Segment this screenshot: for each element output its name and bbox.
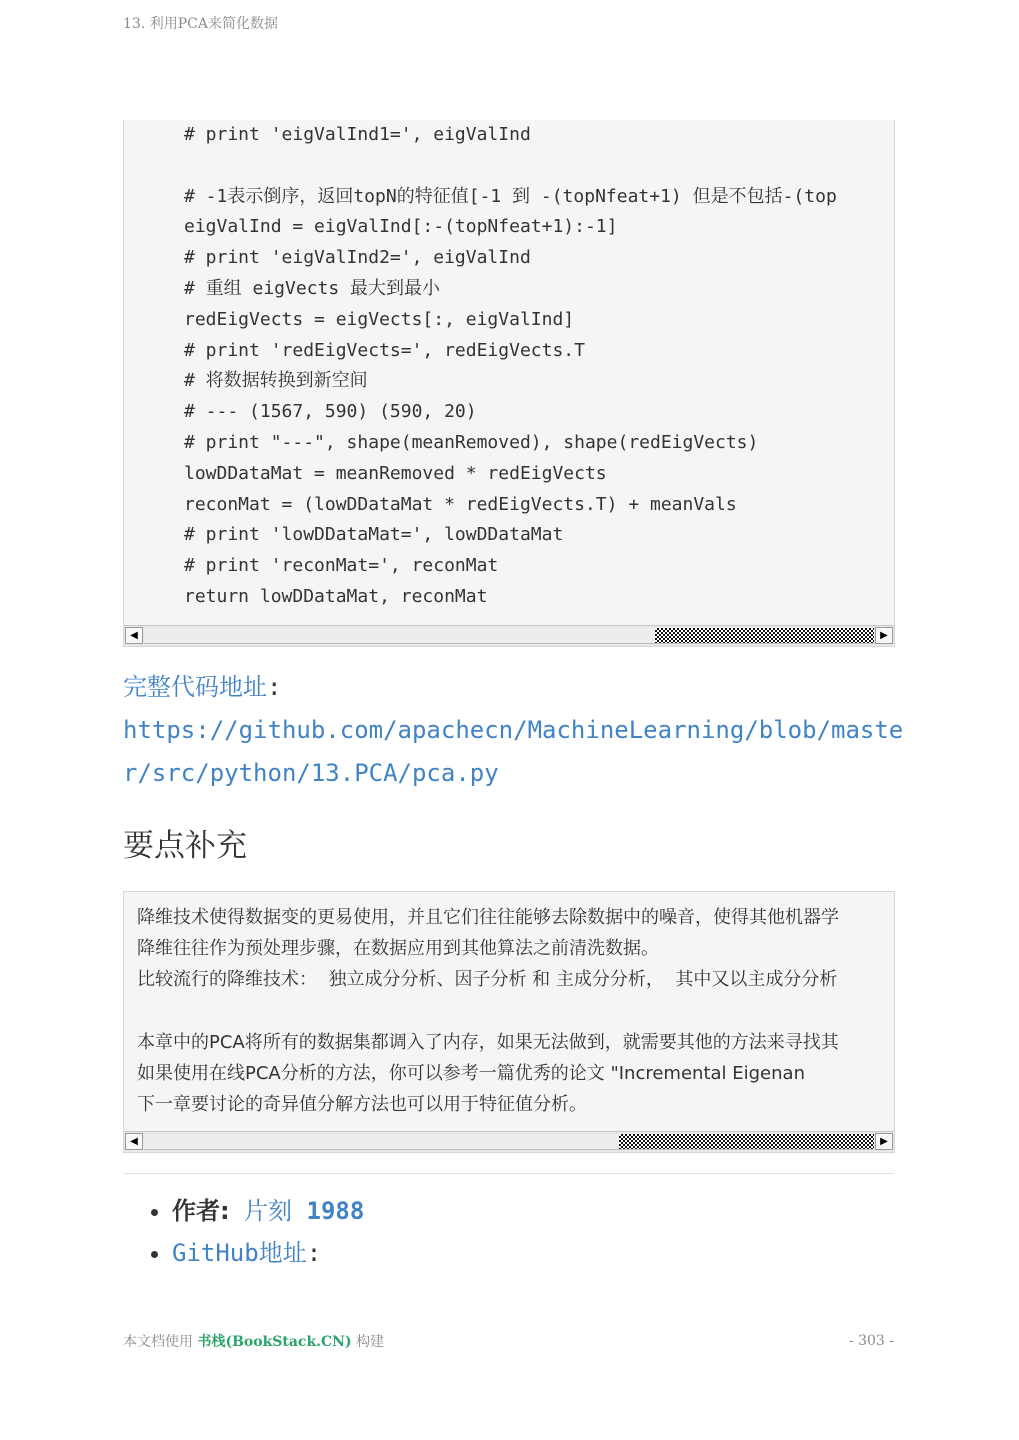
note-line: 如果使用在线PCA分析的方法，你可以参考一篇优秀的论文 "Incremental Eigenan (137, 1062, 805, 1084)
code-line: # -1表示倒序，返回topN的特征值[-1 到 -(topNfeat+1) 但是不包括-(top (184, 185, 837, 207)
code-line: # --- (1567, 590) (590, 20) (184, 401, 477, 423)
code-line: # print 'eigValInd2=', eigValInd (184, 247, 531, 269)
footer-brand-link[interactable]: 书栈(BookStack.CN) (197, 1334, 352, 1350)
author-label: 作者: (172, 1197, 230, 1225)
full-code-label-link[interactable]: 完整代码地址 (123, 673, 267, 701)
scroll-left-arrow-icon[interactable]: ◀ (125, 627, 143, 644)
scroll-right-arrow-icon[interactable]: ▶ (875, 627, 893, 644)
note-line: 降维往往作为预处理步骤，在数据应用到其他算法之前清洗数据。 (137, 938, 659, 960)
code-line: redEigVects = eigVects[:, eigValInd] (184, 308, 575, 330)
metadata-list (140, 1190, 364, 1274)
code-line (184, 151, 895, 182)
code-line: # 将数据转换到新空间 (184, 370, 368, 392)
footer-prefix: 本文档使用 (123, 1334, 193, 1350)
code-lines (184, 120, 895, 613)
notes-horizontal-scrollbar[interactable] (124, 1131, 894, 1152)
scrollbar-thumb[interactable] (619, 1134, 874, 1149)
full-code-colon: : (267, 673, 282, 701)
note-line: 下一章要讨论的奇异值分解方法也可以用于特征值分析。 (137, 1094, 587, 1116)
horizontal-divider (123, 1173, 894, 1174)
full-code-url-link[interactable]: https://github.com/apachecn/MachineLearning/blob/master/src/python/13.PCA/pca.py (123, 716, 904, 787)
full-code-address (123, 666, 913, 795)
github-colon: : (306, 1239, 322, 1267)
scroll-left-arrow-icon[interactable]: ◀ (125, 1133, 143, 1150)
code-horizontal-scrollbar[interactable] (124, 625, 894, 646)
author-item (172, 1190, 364, 1232)
code-line: # print 'reconMat=', reconMat (184, 555, 499, 577)
code-line: return lowDDataMat, reconMat (184, 585, 488, 607)
footer-credit (123, 1331, 384, 1351)
code-line: # print 'redEigVects=', redEigVects.T (184, 339, 585, 361)
author-year-link[interactable]: 1988 (306, 1197, 365, 1225)
running-header-title: 13. 利用PCA来简化数据 (123, 16, 278, 32)
scrollbar-track[interactable] (144, 1134, 874, 1150)
page-number: - 303 - (848, 1333, 894, 1349)
code-line: # print "---", shape(meanRemoved), shape(redEigVects) (184, 431, 759, 453)
code-line: # 重组 eigVects 最大到最小 (184, 277, 441, 299)
github-item (172, 1232, 364, 1274)
github-address-link[interactable]: GitHub地址 (172, 1239, 307, 1267)
notes-lines (137, 902, 895, 1120)
section-heading: 要点补充 (123, 828, 247, 864)
code-block[interactable] (123, 120, 895, 647)
code-line: reconMat = (lowDDataMat * redEigVects.T) + meanVals (184, 493, 737, 515)
scrollbar-thumb[interactable] (655, 628, 874, 643)
notes-block[interactable] (123, 891, 895, 1153)
author-name-link[interactable]: 片刻 (244, 1197, 293, 1225)
note-line: 本章中的PCA将所有的数据集都调入了内存，如果无法做到，就需要其他的方法来寻找其 (137, 1031, 839, 1053)
scrollbar-track[interactable] (144, 628, 874, 644)
note-line (137, 996, 895, 1027)
note-line: 降维技术使得数据变的更易使用，并且它们往往能够去除数据中的噪音，使得其他机器学 (137, 907, 839, 928)
code-line: eigValInd = eigValInd[:-(topNfeat+1):-1] (184, 216, 618, 238)
code-line: # print 'lowDDataMat=', lowDDataMat (184, 524, 564, 546)
note-line: 比较流行的降维技术： 独立成分分析、因子分析 和 主成分分析， 其中又以主成分分析 (137, 969, 838, 991)
scroll-right-arrow-icon[interactable]: ▶ (875, 1133, 893, 1150)
code-line: # print 'eigValInd1=', eigValInd (184, 124, 531, 145)
code-line: lowDDataMat = meanRemoved * redEigVects (184, 462, 607, 484)
footer-suffix: 构建 (356, 1334, 385, 1350)
